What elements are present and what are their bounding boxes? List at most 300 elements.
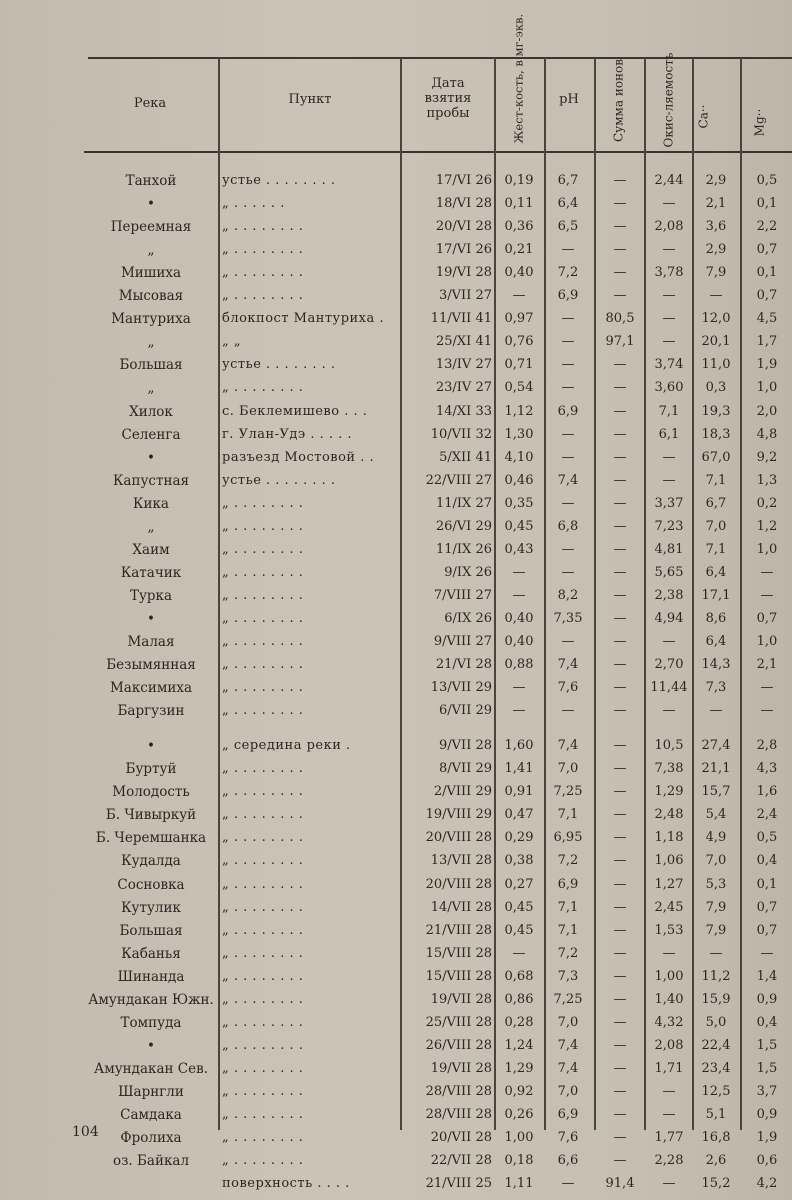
ions-cell: — — [613, 1153, 627, 1169]
oxidizability-cell: 1,00 — [654, 968, 684, 984]
oxidizability-cell: 3,74 — [654, 357, 684, 373]
oxidizability-cell: 7,23 — [654, 518, 684, 534]
date-cell: 9/IX 26 — [444, 564, 492, 580]
point-cell: „ . . . . . . . . — [222, 219, 304, 235]
hardness-cell: 1,30 — [504, 426, 534, 442]
date-cell: 21/VIII 25 — [425, 1176, 492, 1192]
ph-cell: — — [561, 380, 575, 396]
point-cell: „ . . . . . . . . — [222, 899, 304, 915]
mg-cell: 0,9 — [756, 1107, 778, 1122]
date-cell: 13/IV 27 — [435, 357, 492, 373]
oxidizability-cell: — — [662, 334, 676, 350]
oxidizability-cell: 3,78 — [654, 265, 684, 281]
river-cell: • — [147, 449, 155, 466]
date-cell: 26/VI 29 — [435, 518, 492, 534]
ca-cell: 12,0 — [701, 311, 731, 327]
point-cell: „ . . . . . . . . — [222, 1037, 304, 1053]
river-cell: Переемная — [110, 219, 192, 236]
point-cell: „ . . . . . . . . — [222, 587, 304, 603]
ca-cell: 6,4 — [705, 564, 727, 580]
point-cell: „ . . . . . . . . — [222, 242, 304, 258]
oxidizability-cell: 2,08 — [654, 1037, 684, 1053]
river-cell: Шарнгли — [118, 1083, 184, 1100]
hardness-cell: 1,41 — [504, 761, 534, 777]
ph-cell: 6,9 — [557, 876, 579, 892]
point-cell: устье . . . . . . . . — [222, 472, 336, 488]
mg-cell: 2,0 — [756, 403, 778, 419]
ions-cell: — — [613, 495, 627, 511]
mg-cell: 0,4 — [756, 1014, 778, 1030]
date-cell: 15/VIII 28 — [425, 945, 492, 961]
mg-cell: 0,7 — [756, 899, 778, 915]
ph-cell: 6,7 — [557, 173, 579, 188]
date-cell: 20/VIII 28 — [425, 876, 492, 892]
oxidizability-cell: — — [662, 242, 676, 258]
hardness-cell: 0,92 — [504, 1083, 534, 1099]
ions-cell: — — [613, 265, 627, 281]
ph-cell: — — [561, 311, 575, 327]
hardness-cell: 0,54 — [504, 380, 534, 396]
ions-cell: — — [613, 761, 627, 777]
ph-cell: 6,8 — [557, 518, 579, 534]
mg-cell: — — [760, 945, 774, 961]
ions-cell: 91,4 — [605, 1176, 635, 1192]
ions-cell: — — [613, 587, 627, 603]
ca-cell: 5,4 — [705, 807, 727, 823]
mg-cell: 0,9 — [756, 991, 778, 1007]
hardness-cell: 1,11 — [504, 1176, 534, 1192]
mg-cell: 4,2 — [756, 1176, 778, 1192]
point-cell: г. Улан-Удэ . . . . . — [222, 426, 353, 442]
hardness-cell: 0,97 — [504, 311, 534, 327]
point-cell: „ . . . . . . . . — [222, 1130, 304, 1146]
point-cell: „ „ — [222, 334, 242, 350]
river-cell: Буртуй — [125, 761, 177, 778]
ph-cell: 7,2 — [557, 265, 579, 281]
date-cell: 26/VIII 28 — [425, 1037, 492, 1053]
date-cell: 6/VII 29 — [439, 703, 492, 719]
ph-cell: 6,9 — [557, 288, 579, 304]
header-ions: Сумма ионов — [611, 58, 626, 143]
mg-cell: 2,1 — [756, 657, 778, 673]
ph-cell: 6,5 — [557, 219, 579, 235]
ph-cell: 7,25 — [553, 991, 583, 1007]
hardness-cell: — — [512, 288, 526, 304]
oxidizability-cell: 7,1 — [658, 403, 680, 419]
date-cell: 13/VII 29 — [430, 680, 492, 696]
ca-cell: 0,3 — [705, 380, 727, 396]
hardness-cell: 0,40 — [504, 610, 534, 626]
mg-cell: 1,0 — [756, 541, 778, 557]
ca-cell: 19,3 — [701, 403, 731, 419]
river-cell: Селенга — [121, 426, 181, 443]
hardness-cell: 0,27 — [504, 876, 534, 892]
date-cell: 9/VII 28 — [439, 738, 492, 754]
date-cell: 8/VII 29 — [439, 761, 492, 777]
ca-cell: 6,4 — [705, 634, 727, 649]
mg-cell: 4,5 — [756, 311, 778, 327]
point-cell: „ . . . . . . . . — [222, 265, 304, 281]
river-cell: • — [147, 1037, 155, 1054]
mg-cell: — — [760, 587, 774, 603]
river-cell: Турка — [129, 587, 173, 604]
oxidizability-cell: 11,44 — [650, 680, 688, 696]
oxidizability-cell: — — [662, 449, 676, 465]
point-cell: „ . . . . . . . . — [222, 657, 304, 673]
ph-cell: — — [561, 495, 575, 511]
ions-cell: — — [613, 876, 627, 892]
hardness-cell: 1,00 — [504, 1130, 534, 1146]
mg-cell: 1,5 — [756, 1037, 778, 1053]
hardness-cell: 0,28 — [504, 1014, 534, 1030]
mg-cell: 2,8 — [756, 738, 778, 754]
point-cell: „ . . . . . . . . — [222, 807, 304, 823]
ca-cell: 5,3 — [705, 876, 727, 892]
mg-cell: 0,1 — [756, 876, 778, 892]
river-cell: Сосновка — [117, 876, 185, 893]
ca-cell: 6,7 — [705, 495, 727, 511]
ca-cell: 15,2 — [701, 1176, 731, 1192]
ph-cell: — — [561, 703, 575, 719]
mg-cell: 3,7 — [756, 1083, 778, 1099]
oxidizability-cell: 2,70 — [654, 657, 684, 673]
hardness-cell: 0,18 — [504, 1153, 534, 1169]
oxidizability-cell: 6,1 — [658, 426, 680, 442]
oxidizability-cell: 1,18 — [654, 830, 684, 846]
oxidizability-cell: 10,5 — [654, 738, 684, 754]
date-cell: 20/VI 28 — [435, 219, 492, 235]
river-cell: • — [147, 610, 155, 627]
ca-cell: 15,7 — [701, 784, 731, 800]
hardness-cell: 0,43 — [504, 541, 534, 557]
date-cell: 6/IX 26 — [444, 610, 492, 626]
mg-cell: 0,1 — [756, 265, 778, 281]
hardness-cell: 0,76 — [504, 334, 534, 350]
header-ca: Ca·· — [696, 104, 711, 129]
ca-cell: 7,3 — [705, 680, 727, 696]
river-cell: Большая — [119, 357, 183, 374]
date-cell: 19/VI 28 — [435, 265, 492, 281]
ph-cell: 6,95 — [553, 830, 583, 846]
mg-cell: 0,1 — [756, 196, 778, 212]
date-cell: 21/VIII 28 — [425, 922, 492, 938]
ca-cell: 16,8 — [701, 1130, 731, 1146]
hardness-cell: 1,12 — [504, 403, 534, 419]
ions-cell: — — [613, 968, 627, 984]
ions-cell: — — [613, 380, 627, 396]
ca-cell: — — [709, 945, 723, 961]
oxidizability-cell: — — [662, 288, 676, 304]
point-cell: „ середина реки . — [222, 738, 351, 754]
hardness-cell: 0,71 — [504, 357, 534, 373]
date-cell: 11/IX 27 — [436, 495, 492, 511]
hardness-cell: 0,40 — [504, 634, 534, 649]
ph-cell: — — [561, 1176, 575, 1192]
hardness-cell: 0,45 — [504, 922, 534, 938]
ions-cell: — — [613, 403, 627, 419]
ph-cell: 6,9 — [557, 1107, 579, 1122]
mg-cell: 0,6 — [756, 1153, 778, 1169]
hardness-cell: — — [512, 703, 526, 719]
oxidizability-cell: 1,27 — [654, 876, 684, 892]
hardness-cell: 0,46 — [504, 472, 534, 488]
ph-cell: — — [561, 357, 575, 373]
ph-cell: 7,4 — [557, 738, 579, 754]
ph-cell: 7,1 — [557, 899, 579, 915]
ions-cell: — — [613, 634, 627, 649]
ions-cell: 80,5 — [605, 311, 635, 327]
mg-cell: 4,8 — [756, 426, 778, 442]
ions-cell: — — [613, 518, 627, 534]
hardness-cell: 0,45 — [504, 518, 534, 534]
river-cell: Кика — [133, 495, 169, 512]
date-cell: 17/VI 26 — [435, 242, 492, 258]
ph-cell: — — [561, 426, 575, 442]
ca-cell: 7,1 — [705, 472, 727, 488]
river-cell: Томпуда — [120, 1014, 182, 1031]
ca-cell: 7,0 — [705, 853, 727, 869]
hardness-cell: 0,47 — [504, 807, 534, 823]
ions-cell: — — [613, 288, 627, 304]
ions-cell: — — [613, 610, 627, 626]
header-mg: Mg·· — [752, 108, 767, 137]
river-cell: „ — [147, 518, 155, 535]
oxidizability-cell: 3,37 — [654, 495, 684, 511]
point-cell: устье . . . . . . . . — [222, 173, 336, 188]
oxidizability-cell: 2,08 — [654, 219, 684, 235]
point-cell: „ . . . . . . . . — [222, 968, 304, 984]
hardness-cell: 0,29 — [504, 830, 534, 846]
point-cell: „ . . . . . . . . — [222, 380, 304, 396]
date-cell: 15/VIII 28 — [425, 968, 492, 984]
ca-cell: 22,4 — [701, 1037, 731, 1053]
hardness-cell: — — [512, 587, 526, 603]
mg-cell: 2,4 — [756, 807, 778, 823]
ca-cell: 7,9 — [705, 265, 727, 281]
date-cell: 14/VII 28 — [430, 899, 492, 915]
table-top-rule — [88, 57, 792, 59]
ca-cell: 21,1 — [701, 761, 731, 777]
point-cell: „ . . . . . . . . — [222, 853, 304, 869]
ph-cell: 7,6 — [557, 680, 579, 696]
oxidizability-cell: 1,53 — [654, 922, 684, 938]
ions-cell: — — [613, 657, 627, 673]
oxidizability-cell: — — [662, 1107, 676, 1122]
river-cell: Б. Чивыркуй — [105, 807, 197, 824]
oxidizability-cell: 1,29 — [654, 784, 684, 800]
date-cell: 2/VIII 29 — [433, 784, 492, 800]
oxidizability-cell: 1,77 — [654, 1130, 684, 1146]
oxidizability-cell: 1,71 — [654, 1060, 684, 1076]
date-cell: 11/VII 41 — [430, 311, 492, 327]
oxidizability-cell: 2,48 — [654, 807, 684, 823]
ph-cell: — — [561, 634, 575, 649]
ca-cell: 20,1 — [701, 334, 731, 350]
date-cell: 21/VI 28 — [435, 657, 492, 673]
river-cell: Катачик — [120, 564, 182, 581]
ph-cell: 7,4 — [557, 472, 579, 488]
oxidizability-cell: 1,06 — [654, 853, 684, 869]
ca-cell: — — [709, 288, 723, 304]
ph-cell: 7,6 — [557, 1130, 579, 1146]
river-cell: „ — [147, 242, 155, 259]
date-cell: 18/VI 28 — [435, 196, 492, 212]
oxidizability-cell: — — [662, 703, 676, 719]
ph-cell: 7,3 — [557, 968, 579, 984]
oxidizability-cell: 2,44 — [654, 173, 684, 188]
mg-cell: 1,9 — [756, 357, 778, 373]
ca-cell: 5,1 — [705, 1107, 727, 1122]
oxidizability-cell: 2,38 — [654, 587, 684, 603]
oxidizability-cell: 7,38 — [654, 761, 684, 777]
point-cell: „ . . . . . . . . — [222, 1060, 304, 1076]
hardness-cell: 4,10 — [504, 449, 534, 465]
hardness-cell: 0,35 — [504, 495, 534, 511]
river-cell: Фролиха — [120, 1130, 182, 1147]
ca-cell: 18,3 — [701, 426, 731, 442]
river-cell: Самдака — [120, 1107, 182, 1123]
ions-cell: — — [613, 807, 627, 823]
river-cell: Мантуриха — [111, 311, 191, 328]
hardness-cell: 0,19 — [504, 173, 534, 188]
ph-cell: — — [561, 541, 575, 557]
mg-cell: 0,7 — [756, 288, 778, 304]
mg-cell: 4,3 — [756, 761, 778, 777]
ph-cell: 7,0 — [557, 761, 579, 777]
point-cell: „ . . . . . . . . — [222, 541, 304, 557]
point-cell: „ . . . . . . . . — [222, 495, 304, 511]
header-river: Река — [133, 96, 167, 111]
ph-cell: 7,0 — [557, 1083, 579, 1099]
ph-cell: 7,4 — [557, 1037, 579, 1053]
date-cell: 19/VII 28 — [430, 1060, 492, 1076]
ph-cell: 7,1 — [557, 807, 579, 823]
date-cell: 13/VII 28 — [430, 853, 492, 869]
river-cell: Мишиха — [120, 265, 182, 282]
ions-cell: — — [613, 945, 627, 961]
ph-cell: 7,1 — [557, 922, 579, 938]
header-oxidizability: Окис-ляемость — [661, 52, 676, 148]
point-cell: поверхность . . . . — [222, 1176, 350, 1192]
hardness-cell: — — [512, 680, 526, 696]
oxidizability-cell: — — [662, 634, 676, 649]
oxidizability-cell: 2,28 — [654, 1153, 684, 1169]
mg-cell: 0,2 — [756, 495, 778, 511]
ca-cell: 11,0 — [701, 357, 731, 373]
mg-cell: 1,5 — [756, 1060, 778, 1076]
ca-cell: 3,6 — [705, 219, 727, 235]
ions-cell: — — [613, 1060, 627, 1076]
point-cell: „ . . . . . . . . — [222, 1014, 304, 1030]
point-cell: „ . . . . . . . . — [222, 1153, 304, 1169]
mg-cell: 0,7 — [756, 242, 778, 258]
oxidizability-cell: 4,94 — [654, 610, 684, 626]
mg-cell: 0,5 — [756, 830, 778, 846]
river-cell: Мысовая — [118, 288, 184, 305]
point-cell: „ . . . . . . . . — [222, 680, 304, 696]
ions-cell: — — [613, 1130, 627, 1146]
mg-cell: 0,5 — [756, 173, 778, 188]
date-cell: 25/VIII 28 — [425, 1014, 492, 1030]
river-cell: Молодость — [112, 784, 190, 801]
hardness-cell: 1,24 — [504, 1037, 534, 1053]
hardness-cell: 0,45 — [504, 899, 534, 915]
mg-cell: 1,0 — [756, 634, 778, 649]
ions-cell: — — [613, 564, 627, 580]
river-cell — [80, 1173, 222, 1195]
date-cell: 19/VIII 29 — [425, 807, 492, 823]
mg-cell: 2,2 — [756, 219, 778, 235]
header-date: Дата взятия пробы — [424, 76, 472, 121]
hardness-cell: 0,36 — [504, 219, 534, 235]
point-cell: устье . . . . . . . . — [222, 357, 336, 373]
date-cell: 11/IX 26 — [436, 541, 492, 557]
date-cell: 23/IV 27 — [435, 380, 492, 396]
river-cell: Баргузин — [117, 703, 185, 720]
hardness-cell: 0,26 — [504, 1107, 534, 1122]
ca-cell: 2,9 — [705, 173, 727, 188]
mg-cell: 0,7 — [756, 922, 778, 938]
page-number: 104 — [72, 1124, 99, 1140]
river-cell: Танхой — [125, 173, 177, 189]
river-cell: Хаим — [132, 541, 170, 558]
table-header-rule — [84, 151, 792, 153]
river-cell: • — [147, 738, 155, 755]
date-cell: 17/VI 26 — [435, 173, 492, 188]
ions-cell: — — [613, 357, 627, 373]
river-cell: Капустная — [112, 472, 190, 489]
ions-cell: — — [613, 219, 627, 235]
ca-cell: 27,4 — [701, 738, 731, 754]
point-cell: „ . . . . . . . . — [222, 703, 304, 719]
hardness-cell: 1,60 — [504, 738, 534, 754]
river-cell: Амундакан Сев. — [93, 1060, 208, 1077]
ions-cell: — — [613, 541, 627, 557]
point-cell: „ . . . . . . . . — [222, 922, 304, 938]
river-cell: Кутулик — [121, 899, 181, 916]
point-cell: „ . . . . . . . . — [222, 564, 304, 580]
point-cell: „ . . . . . . . . — [222, 634, 304, 649]
oxidizability-cell: 2,45 — [654, 899, 684, 915]
river-cell: Шинанда — [117, 968, 185, 985]
date-cell: 5/XII 41 — [439, 449, 492, 465]
point-cell: „ . . . . . . . . — [222, 610, 304, 626]
oxidizability-cell: 3,60 — [654, 380, 684, 396]
ph-cell: — — [561, 449, 575, 465]
ph-cell: 7,35 — [553, 610, 583, 626]
ions-cell: — — [613, 472, 627, 488]
river-cell: Большая — [119, 922, 183, 939]
date-cell: 28/VIII 28 — [425, 1107, 492, 1122]
ions-cell: — — [613, 426, 627, 442]
ca-cell: 7,1 — [705, 541, 727, 557]
date-cell: 20/VII 28 — [430, 1130, 492, 1146]
point-cell: „ . . . . . . . . — [222, 1083, 304, 1099]
mg-cell: 1,2 — [756, 518, 778, 534]
ions-cell: — — [613, 899, 627, 915]
mg-cell: 1,6 — [756, 784, 778, 800]
river-cell: Безымянная — [106, 657, 196, 674]
ph-cell: 6,6 — [557, 1153, 579, 1169]
point-cell: „ . . . . . . . . — [222, 1107, 304, 1122]
hardness-cell: 0,88 — [504, 657, 534, 673]
point-cell: „ . . . . . . . . — [222, 876, 304, 892]
ions-cell: — — [613, 242, 627, 258]
mg-cell: 1,9 — [756, 1130, 778, 1146]
mg-cell: 9,2 — [756, 449, 778, 465]
ca-cell: 67,0 — [701, 449, 731, 465]
river-cell: Амундакан Южн. — [88, 991, 214, 1008]
